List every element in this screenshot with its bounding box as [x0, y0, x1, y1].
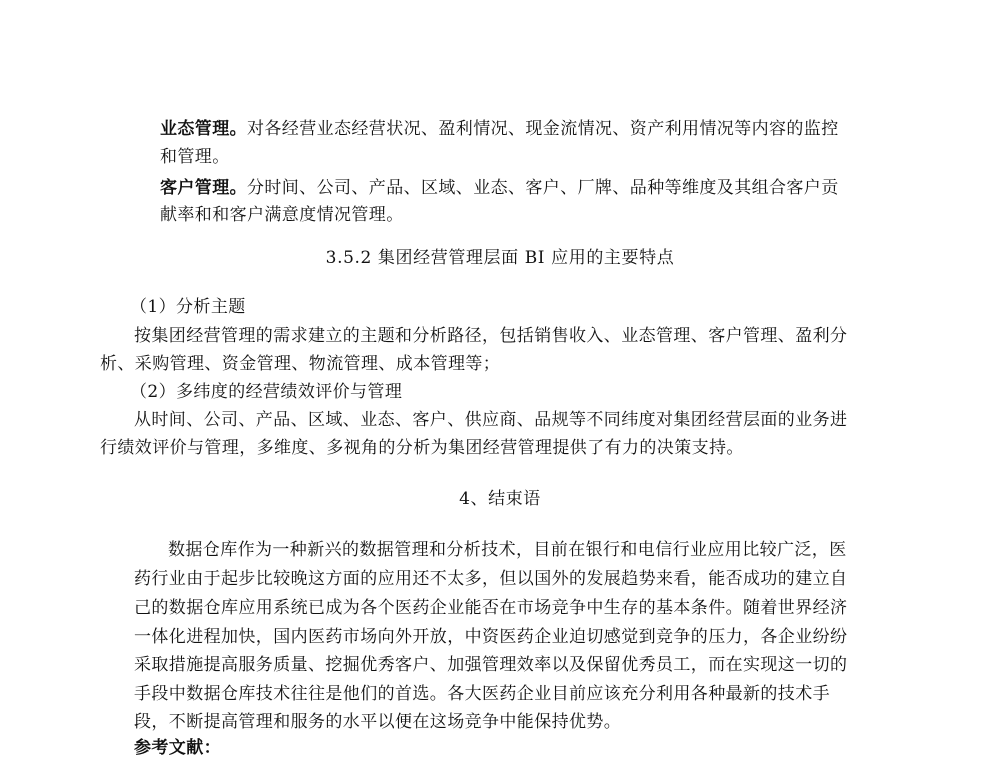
conclusion-line-4: 一体化进程加快，国内医药市场向外开放，中资医药企业迫切感觉到竞争的压力，各企业纷纷 [134, 627, 848, 647]
item-1-line-2: 析、采购管理、资金管理、物流管理、成本管理等； [100, 354, 501, 374]
section-heading-4: 4、结束语 [459, 489, 541, 509]
item-2-line-1: 从时间、公司、产品、区域、业态、客户、供应商、品规等不同纬度对集团经营层面的业务进 [134, 410, 848, 430]
item-1-title: （1）分析主题 [130, 297, 246, 317]
references-label: 参考文献： [134, 738, 221, 758]
conclusion-line-3: 己的数据仓库应用系统已成为各个医药企业能否在市场竞争中生存的基本条件。随着世界经济 [134, 598, 848, 618]
customer-mgmt-line-1 [160, 177, 839, 199]
conclusion-line-1: 数据仓库作为一种新兴的数据管理和分析技术，目前在银行和电信行业应用比较广泛，医 [168, 540, 847, 560]
business-mgmt-text: 对各经营业态经营状况、盈利情况、现金流情况、资产利用情况等内容的监控 [247, 119, 839, 139]
customer-mgmt-text: 分时间、公司、产品、区域、业态、客户、厂牌、品种等维度及其组合客户贡 [247, 178, 839, 198]
customer-mgmt-term: 客户管理。 [160, 178, 247, 198]
conclusion-line-5: 采取措施提高服务质量、挖掘优秀客户、加强管理效率以及保留优秀员工，而在实现这一切的 [134, 655, 848, 675]
conclusion-line-2: 药行业由于起步比较晚这方面的应用还不太多，但以国外的发展趋势来看，能否成功的建立自 [134, 569, 848, 589]
customer-mgmt-line-2: 献率和和客户满意度情况管理。 [160, 205, 404, 225]
item-2-title: （2）多纬度的经营绩效评价与管理 [130, 382, 403, 402]
business-mgmt-line-2: 和管理。 [160, 147, 230, 167]
item-2-line-2: 行绩效评价与管理，多维度、多视角的分析为集团经营管理提供了有力的决策支持。 [100, 438, 744, 458]
business-mgmt-term: 业态管理。 [160, 119, 247, 139]
conclusion-line-6: 手段中数据仓库技术往往是他们的首选。各大医药企业目前应该充分利用各种最新的技术手 [134, 684, 830, 704]
section-heading-3-5-2: 3.5.2 集团经营管理层面 BI 应用的主要特点 [325, 248, 675, 268]
item-1-line-1: 按集团经营管理的需求建立的主题和分析路径，包括销售收入、业态管理、客户管理、盈利分 [134, 326, 848, 346]
conclusion-line-7: 段，不断提高管理和服务的水平以便在这场竞争中能保持优势。 [134, 712, 622, 732]
business-mgmt-line-1 [160, 118, 839, 140]
